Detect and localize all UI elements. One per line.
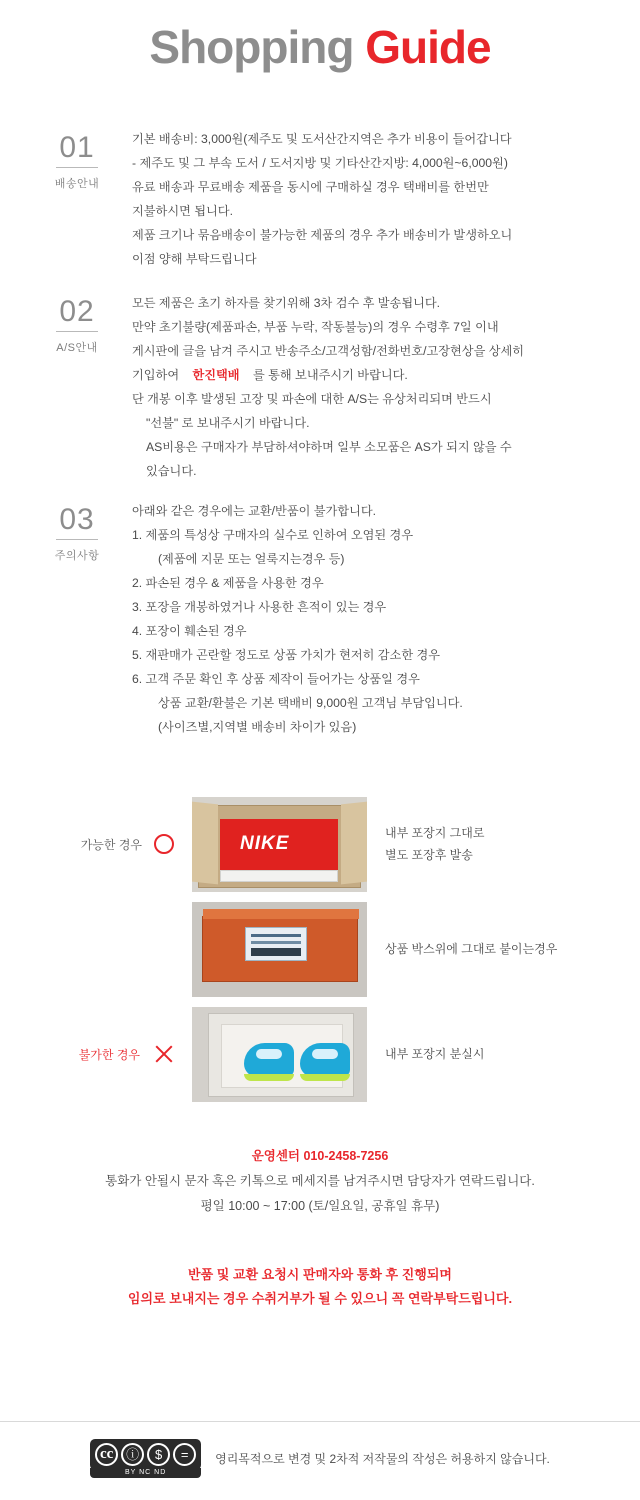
example-not-allowed-caption [385,1043,616,1065]
example-not-allowed-caption-line1: 내부 포장지 분실시 [385,1047,485,1062]
cc-badge-caption: BY NC ND [90,1468,201,1478]
cc-by-icon: ⓘ [121,1443,144,1466]
example-row-not-allowed [0,1007,640,1102]
section-caution [0,497,640,739]
shipping-line-6: 이점 양해 부탁드립니다 [132,251,257,266]
contact-center-phone: 운영센터 010-2458-7256 [251,1148,389,1163]
caution-line-4: 2. 파손된 경우 & 제품을 사용한 경우 [132,575,324,590]
example-allowed-caption-line1: 내부 포장지 그대로 [385,826,485,841]
sneaker-left-sole [244,1074,294,1081]
section-shipping-label: 배송안내 [54,177,100,190]
sneaker-right [300,1043,350,1077]
white-box-inner [221,1024,343,1088]
footer-divider [0,1421,640,1422]
sneakers-in-white-box-photo [192,1007,367,1102]
white-box-body [208,1013,354,1097]
caution-line-10: (사이즈별,지역별 배송비 차이가 있음) [158,719,357,734]
as-line-4 [132,363,616,387]
example-label-on-box-caption [385,938,616,960]
as-line-3: 게시판에 글을 남겨 주시고 반송주소/고객성함/전화번호/고장현상을 상세히 [132,343,525,358]
creative-commons-badge [90,1439,201,1478]
footer [0,1439,640,1478]
nike-box-in-carton-photo [192,797,367,892]
page-header [0,0,640,73]
caution-line-3: (제품에 지문 또는 얼룩지는경우 등) [158,551,345,566]
section-as-label: A/S안내 [56,341,98,354]
as-line-8: 있습니다. [146,463,197,478]
carton-flap-right [341,801,367,884]
contact-note: 통화가 안될시 문자 혹은 키톡으로 메세지를 남겨주시면 담당자가 연락드립니다. [105,1173,535,1188]
shipping-line-3: 유료 배송과 무료배송 제품을 동시에 구매하실 경우 택배비를 한번만 [132,179,489,194]
return-notice-line1: 반품 및 교환 요청시 판매자와 통화 후 진행되며 [188,1266,452,1282]
page-title [0,22,640,73]
section-shipping-number-col [22,125,132,191]
section-caution-body [132,497,616,739]
section-caution-number: 03 [56,503,97,540]
example-allowed-caption [385,822,616,866]
cc-badge-icons [90,1439,201,1470]
section-as [0,289,640,483]
example-row-label-on-box [0,902,640,997]
shipping-line-4: 지불하시면 됩니다. [132,203,233,218]
section-shipping-body [132,125,616,271]
sneaker-left-lace [256,1049,282,1059]
contact-hours: 평일 10:00 ~ 17:00 (토/일요일, 공휴일 휴무) [200,1198,440,1213]
shoebox-lid [220,870,338,882]
return-notice-line2: 임의로 보내지는 경우 수취거부가 될 수 있으니 꼭 연락부탁드립니다. [127,1290,513,1306]
footer-license-text: 영리목적으로 변경 및 2차적 저작물의 작성은 허용하지 않습니다. [215,1452,550,1466]
shipping-label [245,927,307,961]
section-caution-number-col [22,497,132,563]
as-line-7: AS비용은 구매자가 부담하셔야하며 일부 소모품은 AS가 되지 않을 수 [146,439,512,454]
cc-nc-icon: $ [147,1443,170,1466]
example-allowed-label-col [24,834,174,854]
caution-line-6: 4. 포장이 훼손된 경우 [132,623,247,638]
section-as-number-col [22,289,132,355]
caution-line-5: 3. 포장을 개봉하였거나 사용한 흔적이 있는 경우 [132,599,387,614]
as-line-2: 만약 초기불량(제품파손, 부품 누락, 작동불능)의 경우 수령후 7일 이내 [132,319,499,334]
example-not-allowed-label: 불가한 경우 [78,1047,140,1062]
as-line-4-suffix: 를 통해 보내주시기 바랍니다. [252,367,408,382]
shipping-line-1: 기본 배송비: 3,000원(제주도 및 도서산간지역은 추가 비용이 들어갑니다 [132,131,512,146]
return-notice [0,1263,640,1311]
section-as-body [132,289,616,483]
as-line-4-prefix: 기입하여 [132,367,180,382]
orange-box-top [203,909,359,919]
guide-sections [0,125,640,739]
section-shipping [0,125,640,271]
section-as-number: 02 [56,295,97,332]
shipping-line-5: 제품 크기나 묶음배송이 불가능한 제품의 경우 추가 배송비가 발생하오니 [132,227,513,242]
carton-flap-left [192,801,218,884]
caution-line-1: 아래와 같은 경우에는 교환/반품이 불가합니다. [132,503,377,518]
shipping-label-bar1 [251,934,301,937]
example-allowed-caption-line2: 별도 포장후 발송 [385,848,473,863]
contact-block [0,1144,640,1219]
example-label-on-box-caption-line1: 상품 박스위에 그대로 붙이는경우 [385,942,558,957]
example-allowed-label: 가능한 경우 [80,837,142,852]
nike-shoebox [220,819,338,871]
nike-logo-text: NIKE [240,832,290,854]
caution-line-8: 6. 고객 주문 확인 후 상품 제작이 들어가는 상품일 경우 [132,671,420,686]
page-title-word1: Shopping [149,21,354,73]
caution-line-9: 상품 교환/환불은 기본 택배비 9,000원 고객님 부담입니다. [158,695,463,710]
orange-box-body [202,916,358,982]
cross-x-icon [152,1043,174,1065]
packaging-examples [0,797,640,1102]
circle-o-icon [154,834,174,854]
as-line-6: "선불" 로 보내주시기 바랍니다. [146,415,310,430]
caution-line-7: 5. 재판매가 곤란할 정도로 상품 가치가 현저히 감소한 경우 [132,647,441,662]
cc-logo-icon: cc [95,1443,118,1466]
sneaker-left [244,1043,294,1077]
section-caution-label: 주의사항 [54,549,100,562]
cc-nd-icon: = [173,1443,196,1466]
as-line-1: 모든 제품은 초기 하자를 찾기위해 3차 검수 후 발송됩니다. [132,295,441,310]
sneaker-right-sole [300,1074,350,1081]
page-title-word2: Guide [365,21,491,73]
orange-box-with-label-photo [192,902,367,997]
example-not-allowed-label-col [24,1043,174,1065]
sneaker-right-lace [312,1049,338,1059]
shipping-label-bar2 [251,941,301,944]
as-line-5: 단 개봉 이후 발생된 고장 및 파손에 대한 A/S는 유상처리되며 반드시 [132,391,492,406]
courier-highlight: 한진택배 [192,367,240,382]
section-shipping-number: 01 [56,131,97,168]
shipping-line-2: - 제주도 및 그 부속 도서 / 도서지방 및 기타산간지방: 4,000원~6,000원) [132,155,508,170]
shipping-label-barcode [251,948,301,956]
example-row-allowed [0,797,640,892]
caution-line-2: 1. 제품의 특성상 구매자의 실수로 인하여 오염된 경우 [132,527,414,542]
